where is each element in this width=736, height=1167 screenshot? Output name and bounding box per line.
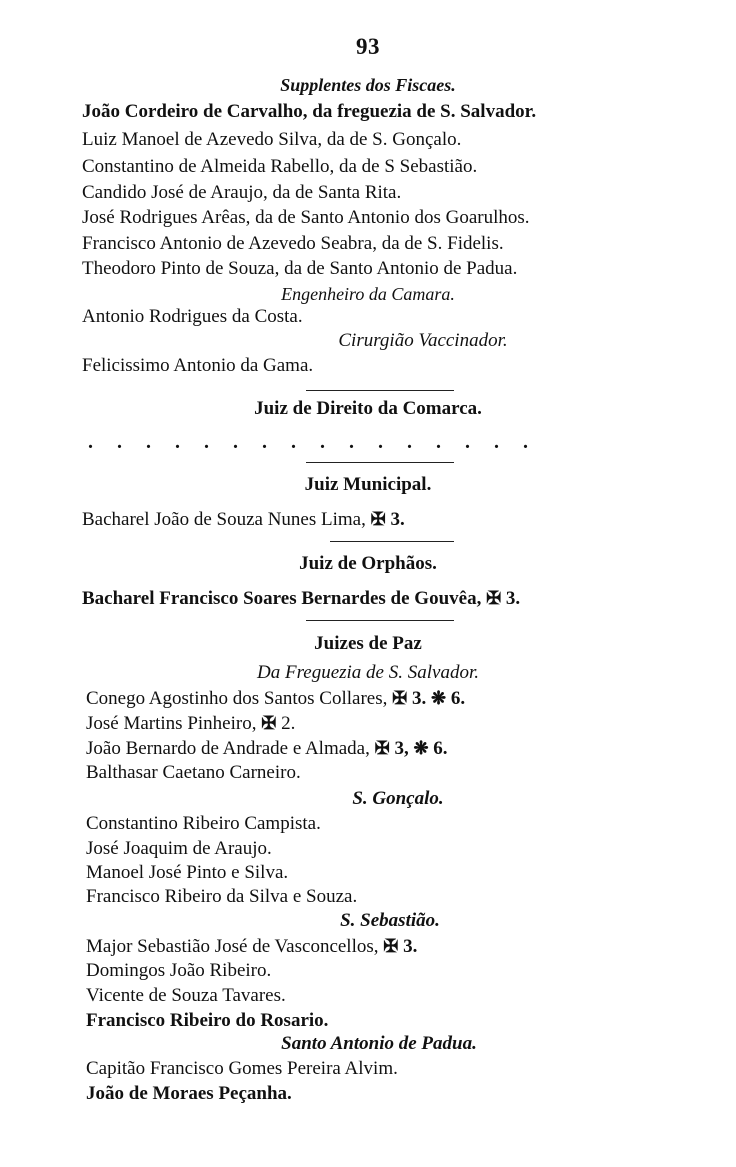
list-item <box>82 587 520 610</box>
section-heading-cirurgiao: Cirurgião Vaccinador. <box>338 330 508 351</box>
section-heading-engenheiro: Engenheiro da Camara. <box>281 284 455 304</box>
person-name: Bacharel João de Souza Nunes Lima, <box>82 509 366 530</box>
person-name: João Bernardo de Andrade e Almada, <box>86 738 370 759</box>
dot: . <box>204 431 209 453</box>
dot: . <box>465 431 470 453</box>
dot: . <box>117 431 122 453</box>
person-name: Bacharel Francisco Soares Bernardes de Gouvêa, <box>82 588 482 609</box>
person-name: Conego Agostinho dos Santos Collares, <box>86 688 388 709</box>
subheading-salvador: Da Freguezia de S. Salvador. <box>257 662 479 683</box>
list-item: Francisco Antonio de Azevedo Seabra, da de S. Fidelis. <box>82 233 504 254</box>
list-item: Francisco Ribeiro do Rosario. <box>86 1010 329 1031</box>
dot: . <box>88 431 93 453</box>
divider-rule <box>306 462 454 463</box>
honor-grade: 3. <box>390 509 405 530</box>
section-heading-supplentes: Supplentes dos Fiscaes. <box>280 75 456 95</box>
order-cross-icon: ✠ <box>486 588 502 608</box>
list-item: Francisco Ribeiro da Silva e Souza. <box>86 886 358 907</box>
subheading-goncalo: S. Gonçalo. <box>352 788 444 809</box>
list-item: Capitão Francisco Gomes Pereira Alvim. <box>86 1058 398 1079</box>
order-star-icon: ❋ <box>430 688 447 708</box>
list-item: Vicente de Souza Tavares. <box>86 985 286 1006</box>
section-heading-juiz-orphaos: Juiz de Orphãos. <box>299 553 437 574</box>
list-item: Balthasar Caetano Carneiro. <box>86 762 301 783</box>
list-item: José Rodrigues Arêas, da de Santo Antonio dos Goarulhos. <box>82 207 530 228</box>
honor-grade: 6. <box>450 688 466 709</box>
list-item: José Joaquim de Araujo. <box>86 838 272 859</box>
order-cross-icon: ✠ <box>370 509 386 529</box>
honor-grade: 3, <box>394 738 409 759</box>
honor-grade: 3. <box>403 936 418 957</box>
divider-rule <box>330 541 454 542</box>
list-item: Constantino de Almeida Rabello, da de S Sebastião. <box>82 156 478 177</box>
list-item: Candido José de Araujo, da de Santa Rita. <box>82 182 402 203</box>
list-item <box>86 712 295 735</box>
dot: . <box>291 431 296 453</box>
subheading-padua: Santo Antonio de Padua. <box>281 1033 477 1054</box>
list-item <box>86 935 417 958</box>
dot: . <box>378 431 383 453</box>
dot: . <box>349 431 354 453</box>
list-item <box>86 687 465 710</box>
vacancy-dots <box>88 432 528 452</box>
dot: . <box>436 431 441 453</box>
order-cross-icon: ✠ <box>374 738 390 758</box>
honor-grade: 3. <box>505 588 521 609</box>
dot: . <box>523 431 528 453</box>
divider-rule <box>306 390 454 391</box>
list-item: Theodoro Pinto de Souza, da de Santo Antonio de Padua. <box>82 258 518 279</box>
dot: . <box>262 431 267 453</box>
list-item <box>86 737 448 760</box>
section-heading-juizes-paz: Juizes de Paz <box>314 633 422 654</box>
dot: . <box>320 431 325 453</box>
order-cross-icon: ✠ <box>261 713 277 733</box>
divider-rule <box>306 620 454 621</box>
list-item: Domingos João Ribeiro. <box>86 960 272 981</box>
order-cross-icon: ✠ <box>392 688 408 708</box>
subheading-sebastiao: S. Sebastião. <box>340 910 440 931</box>
dot: . <box>146 431 151 453</box>
order-star-icon: ❋ <box>413 738 429 758</box>
dot: . <box>407 431 412 453</box>
list-item: Luiz Manoel de Azevedo Silva, da de S. Gonçalo. <box>82 129 462 150</box>
list-item: João de Moraes Peçanha. <box>86 1083 292 1104</box>
honor-grade: 6. <box>433 738 448 759</box>
dot: . <box>494 431 499 453</box>
dot: . <box>233 431 238 453</box>
section-heading-juiz-direito: Juiz de Direito da Comarca. <box>254 398 482 419</box>
list-item <box>82 508 405 531</box>
honor-grade: 3. <box>411 688 427 709</box>
list-item: Constantino Ribeiro Campista. <box>86 813 321 834</box>
section-heading-juiz-municipal: Juiz Municipal. <box>304 474 432 495</box>
list-item: Antonio Rodrigues da Costa. <box>82 306 303 327</box>
list-item: Felicissimo Antonio da Gama. <box>82 355 314 376</box>
person-name: Major Sebastião José de Vasconcellos, <box>86 936 379 957</box>
list-item: João Cordeiro de Carvalho, da freguezia de S. Salvador. <box>82 101 537 122</box>
order-cross-icon: ✠ <box>383 936 399 956</box>
honor-grade: 2. <box>281 713 296 734</box>
person-name: José Martins Pinheiro, <box>86 713 257 734</box>
dot: . <box>175 431 180 453</box>
list-item: Manoel José Pinto e Silva. <box>86 862 289 883</box>
page-number: 93 <box>356 34 380 59</box>
